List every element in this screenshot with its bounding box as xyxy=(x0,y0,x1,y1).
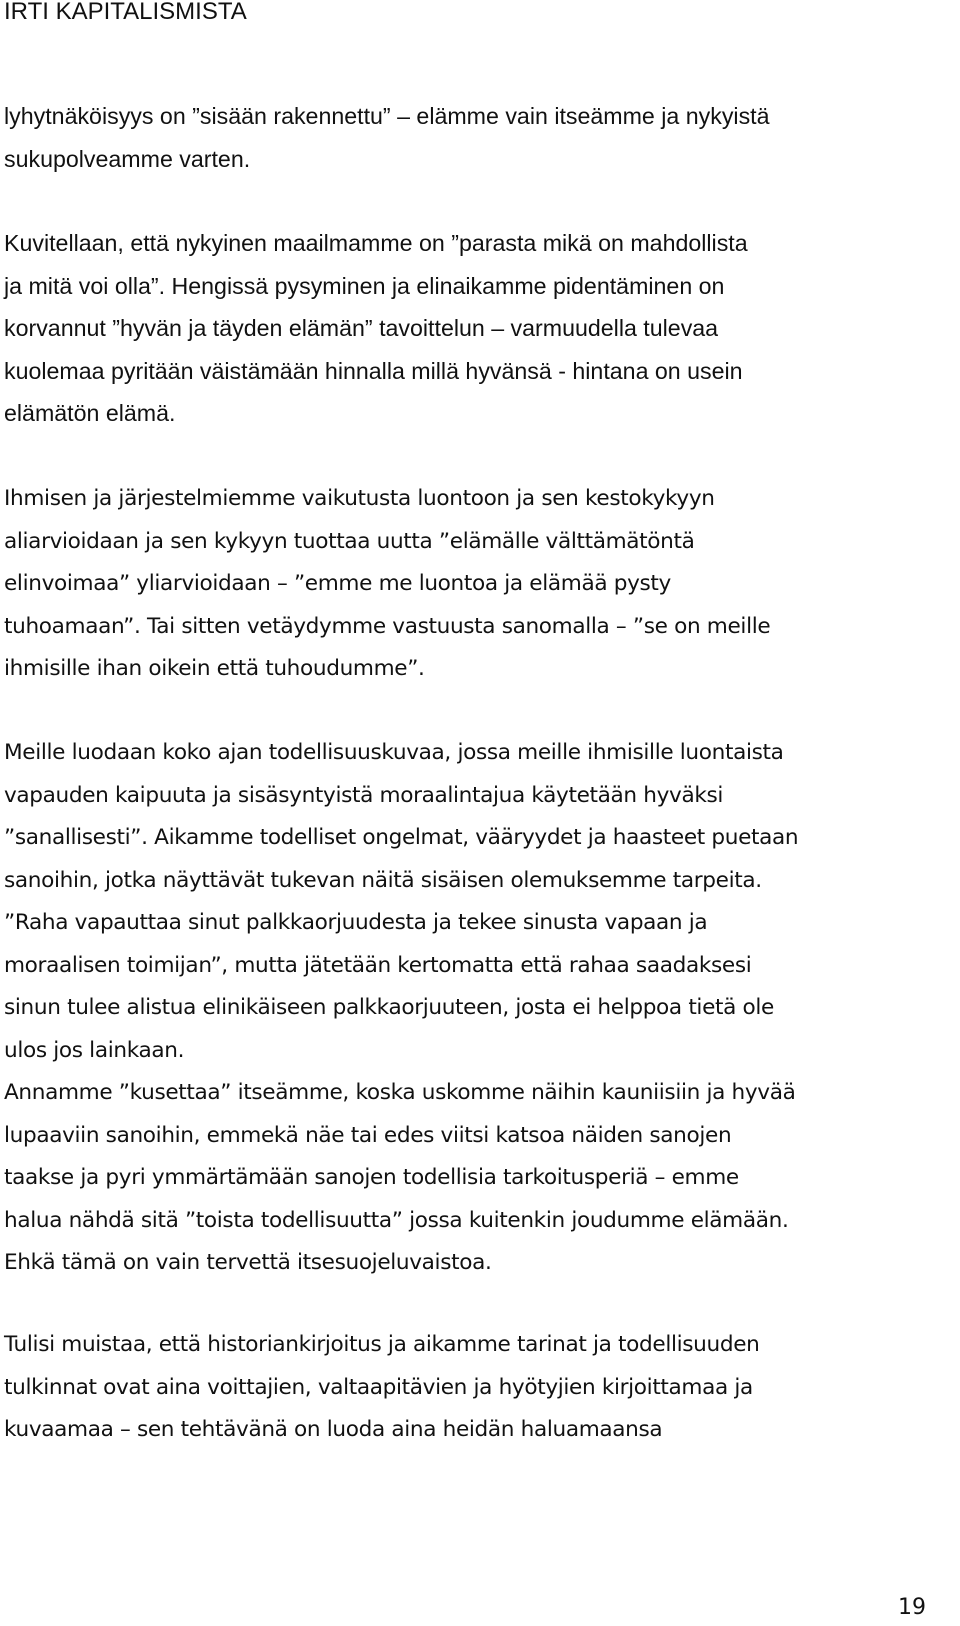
text-line: lyhytnäköisyys on ”sisään rakennettu” – elämme vain itseämme ja nykyistä xyxy=(4,103,770,129)
text-line: ihmisille ihan oikein että tuhoudumme”. xyxy=(4,656,425,681)
text-line: Ihmisen ja järjestelmiemme vaikutusta luontoon ja sen kestokykyyn xyxy=(4,486,715,511)
running-header: IRTI KAPITALISMISTA xyxy=(4,0,247,25)
text-line: sukupolveamme varten. xyxy=(4,145,251,172)
paragraph-3 xyxy=(4,478,770,691)
text-line: taakse ja pyri ymmärtämään sanojen todellisia tarkoitusperiä – emme xyxy=(4,1165,739,1190)
text-line: ”sanallisesti”. Aikamme todelliset ongelmat, vääryydet ja haasteet puetaan xyxy=(4,825,799,850)
text-line: ulos jos lainkaan. xyxy=(4,1037,185,1063)
paragraph-5 xyxy=(4,1324,759,1452)
text-line: elämätön elämä. xyxy=(4,400,176,426)
text-line: korvannut ”hyvän ja täyden elämän” tavoittelun – varmuudella tulevaa xyxy=(4,315,719,341)
text-line: kuolemaa pyritään väistämään hinnalla millä hyvänsä - hintana on usein xyxy=(4,357,743,384)
text-line: ja mitä voi olla”. Hengissä pysyminen ja elinaikamme pidentäminen on xyxy=(4,272,725,299)
text-line: Tulisi muistaa, että historiankirjoitus ja aikamme tarinat ja todellisuuden xyxy=(4,1332,760,1357)
text-line: halua nähdä sitä ”toista todellisuutta” jossa kuitenkin joudumme elämään. xyxy=(4,1207,789,1233)
text-line: moraalisen toimijan”, mutta jätetään kertomatta että rahaa saadaksesi xyxy=(4,952,752,978)
text-line: Kuvitellaan, että nykyinen maailmamme on ”parasta mikä on mahdollista xyxy=(4,230,748,256)
text-line: elinvoimaa” yliarvioidaan – ”emme me luontoa ja elämää pysty xyxy=(4,571,671,596)
text-line: Meille luodaan koko ajan todellisuuskuvaa, jossa meille ihmisille luontaista xyxy=(4,740,784,765)
text-line: tulkinnat ovat aina voittajien, valtaapitävien ja hyötyjien kirjoittamaa ja xyxy=(4,1374,753,1400)
text-line: ”Raha vapauttaa sinut palkkaorjuudesta ja tekee sinusta vapaan ja xyxy=(4,910,708,935)
paragraph-2 xyxy=(4,222,748,435)
page-number: 19 xyxy=(898,1595,926,1620)
text-line: vapauden kaipuuta ja sisäsyntyistä moraalintajua käytetään hyväksi xyxy=(4,782,724,808)
paragraph-1 xyxy=(4,95,770,180)
text-line: sanoihin, jotka näyttävät tukevan näitä sisäisen olemuksemme tarpeita. xyxy=(4,867,762,893)
text-line: aliarvioidaan ja sen kykyyn tuottaa uutta ”elämälle välttämätöntä xyxy=(4,528,695,554)
paragraph-4 xyxy=(4,732,798,1285)
text-line: tuhoamaan”. Tai sitten vetäydymme vastuusta sanomalla – ”se on meille xyxy=(4,613,771,639)
text-line: kuvaamaa – sen tehtävänä on luoda aina heidän haluamaansa xyxy=(4,1417,663,1442)
text-line: lupaaviin sanoihin, emmekä näe tai edes viitsi katsoa näiden sanojen xyxy=(4,1122,732,1148)
text-line: Ehkä tämä on vain tervettä itsesuojeluvaistoa. xyxy=(4,1250,492,1275)
text-line: sinun tulee alistua elinikäiseen palkkaorjuuteen, josta ei helppoa tietä ole xyxy=(4,995,774,1020)
text-line: Annamme ”kusettaa” itseämme, koska uskomme näihin kauniisiin ja hyvää xyxy=(4,1080,796,1105)
